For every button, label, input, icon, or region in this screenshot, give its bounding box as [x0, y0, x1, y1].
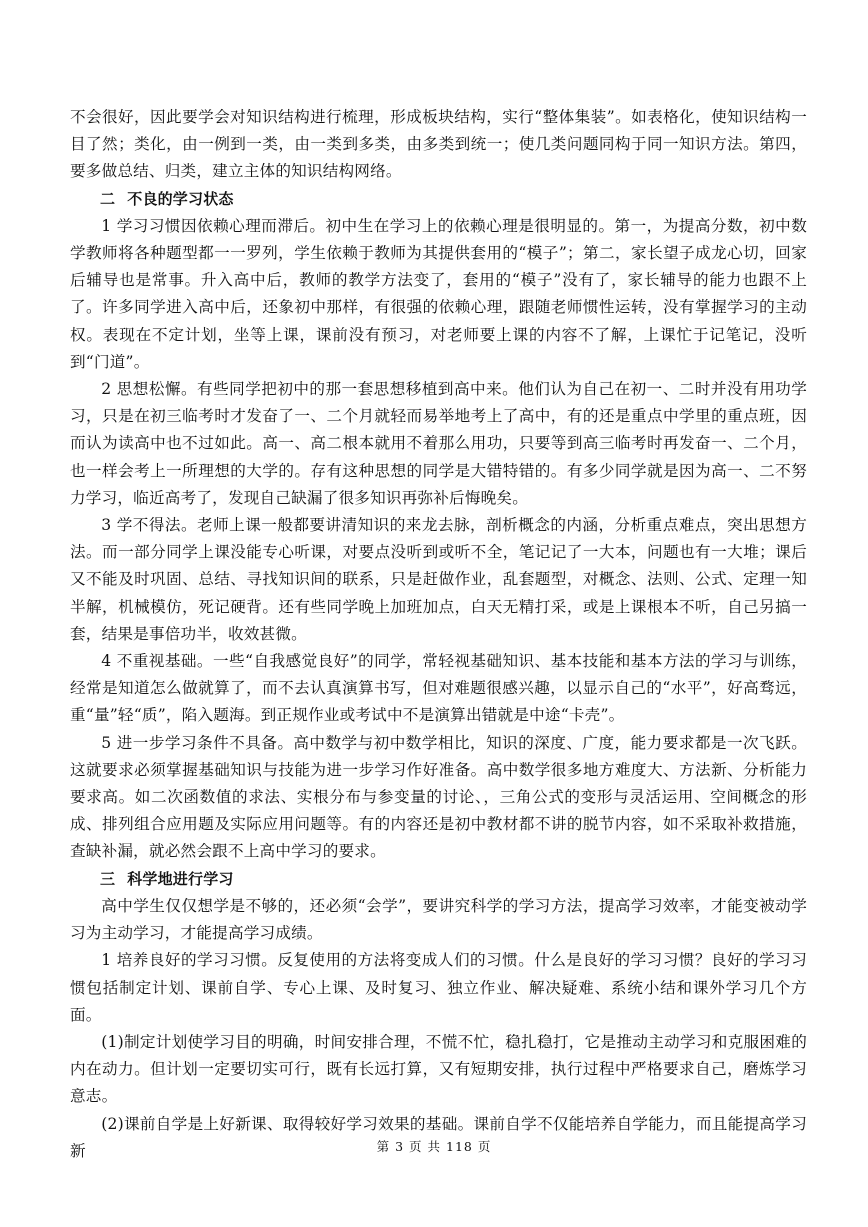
- paragraph: 3 学不得法。老师上课一般都要讲清知识的来龙去脉，剖析概念的内涵，分析重点难点，突出思想方法。而一部分同学上课没能专心听课，对要点没听到或听不全，笔记记了一大本，问题也有一大堆；课后又不能及时巩固、总结、寻找知识间的联系，只是赶做作业，乱套题型，对概念、法则、公式、定理一知半解，机械模仿，死记硬背。还有些同学晚上加班加点，白天无精打采，或是上课根本不听，自己另搞一套，结果是事倍功半，收效甚微。: [70, 516, 807, 643]
- section-title: 科学地进行学习: [127, 869, 234, 888]
- paragraph: (2)课前自学是上好新课、取得较好学习效果的基础。课前自学不仅能培养自学能力，而且能提高学习新: [70, 1114, 807, 1160]
- paragraph: 4 不重视基础。一些“自我感觉良好”的同学，常轻视基础知识、基本技能和基本方法的学习与训练，经常是知道怎么做就算了，而不去认真演算书写，但对难题很感兴趣，以显示自己的“水平”，好高骛远，重“量”轻“质”，陷入题海。到正规作业或考试中不是演算出错就是中途“卡壳”。: [70, 652, 807, 725]
- body-text: [70, 104, 807, 1165]
- section-heading: [70, 866, 807, 893]
- section-heading: [70, 186, 807, 213]
- page-footer: 第 3 页 共 118 页: [376, 1139, 492, 1154]
- section-title: 不良的学习状态: [127, 189, 234, 208]
- section-number: 二: [100, 189, 116, 208]
- paragraph: 5 进一步学习条件不具备。高中数学与初中数学相比，知识的深度、广度，能力要求都是一次飞跃。这就要求必须掌握基础知识与技能为进一步学习作好准备。高中数学很多地方难度大、方法新、分析能力要求高。如二次函数值的求法、实根分布与参变量的讨论、，三角公式的变形与灵活运用、空间概念的形成、排列组合应用题及实际应用问题等。有的内容还是初中教材都不讲的脱节内容，如不采取补救措施，查缺补漏，就必然会跟不上高中学习的要求。: [70, 733, 807, 861]
- paragraph: (1)制定计划使学习目的明确，时间安排合理，不慌不忙，稳扎稳打，它是推动主动学习和克服困难的内在动力。但计划一定要切实可行，既有长远打算，又有短期安排，执行过程中严格要求自己，磨炼学习意志。: [70, 1032, 807, 1106]
- paragraph: 不会很好，因此要学会对知识结构进行梳理，形成板块结构，实行“整体集装”。如表格化，使知识结构一目了然；类化，由一例到一类，由一类到多类，由多类到统一；使几类问题同构于同一知识方法。第四，要多做总结、归类，建立主体的知识结构网络。: [70, 108, 807, 181]
- section-number: 三: [100, 869, 116, 888]
- paragraph: 1 培养良好的学习习惯。反复使用的方法将变成人们的习惯。什么是良好的学习习惯？良好的学习习惯包括制定计划、课前自学、专心上课、及时复习、独立作业、解决疑难、系统小结和课外学习几个方面。: [70, 951, 807, 1024]
- paragraph: 2 思想松懈。有些同学把初中的那一套思想移植到高中来。他们认为自己在初一、二时并没有用功学习，只是在初三临考时才发奋了一、二个月就轻而易举地考上了高中，有的还是重点中学里的重点班，因而认为读高中也不过如此。高一、高二根本就用不着那么用功，只要等到高三临考时再发奋一、二个月，也一样会考上一所理想的大学的。存有这种思想的同学是大错特错的。有多少同学就是因为高一、二不努力学习，临近高考了，发现自己缺漏了很多知识再弥补后悔晚矣。: [70, 380, 807, 507]
- paragraph: 高中学生仅仅想学是不够的，还必须“会学”，要讲究科学的学习方法，提高学习效率，才能变被动学习为主动学习，才能提高学习成绩。: [70, 896, 807, 943]
- paragraph: 1 学习习惯因依赖心理而滞后。初中生在学习上的依赖心理是很明显的。第一，为提高分数，初中数学教师将各种题型都一一罗列，学生依赖于教师为其提供套用的“模子”；第二，家长望子成龙心切，回家后辅导也是常事。升入高中后，教师的教学方法变了，套用的“模子”没有了，家长辅导的能力也跟不上了。许多同学进入高中后，还象初中那样，有很强的依赖心理，跟随老师惯性运转，没有掌握学习的主动权。表现在不定计划，坐等上课，课前没有预习，对老师要上课的内容不了解，上课忙于记笔记，没听到“门道”。: [70, 216, 807, 371]
